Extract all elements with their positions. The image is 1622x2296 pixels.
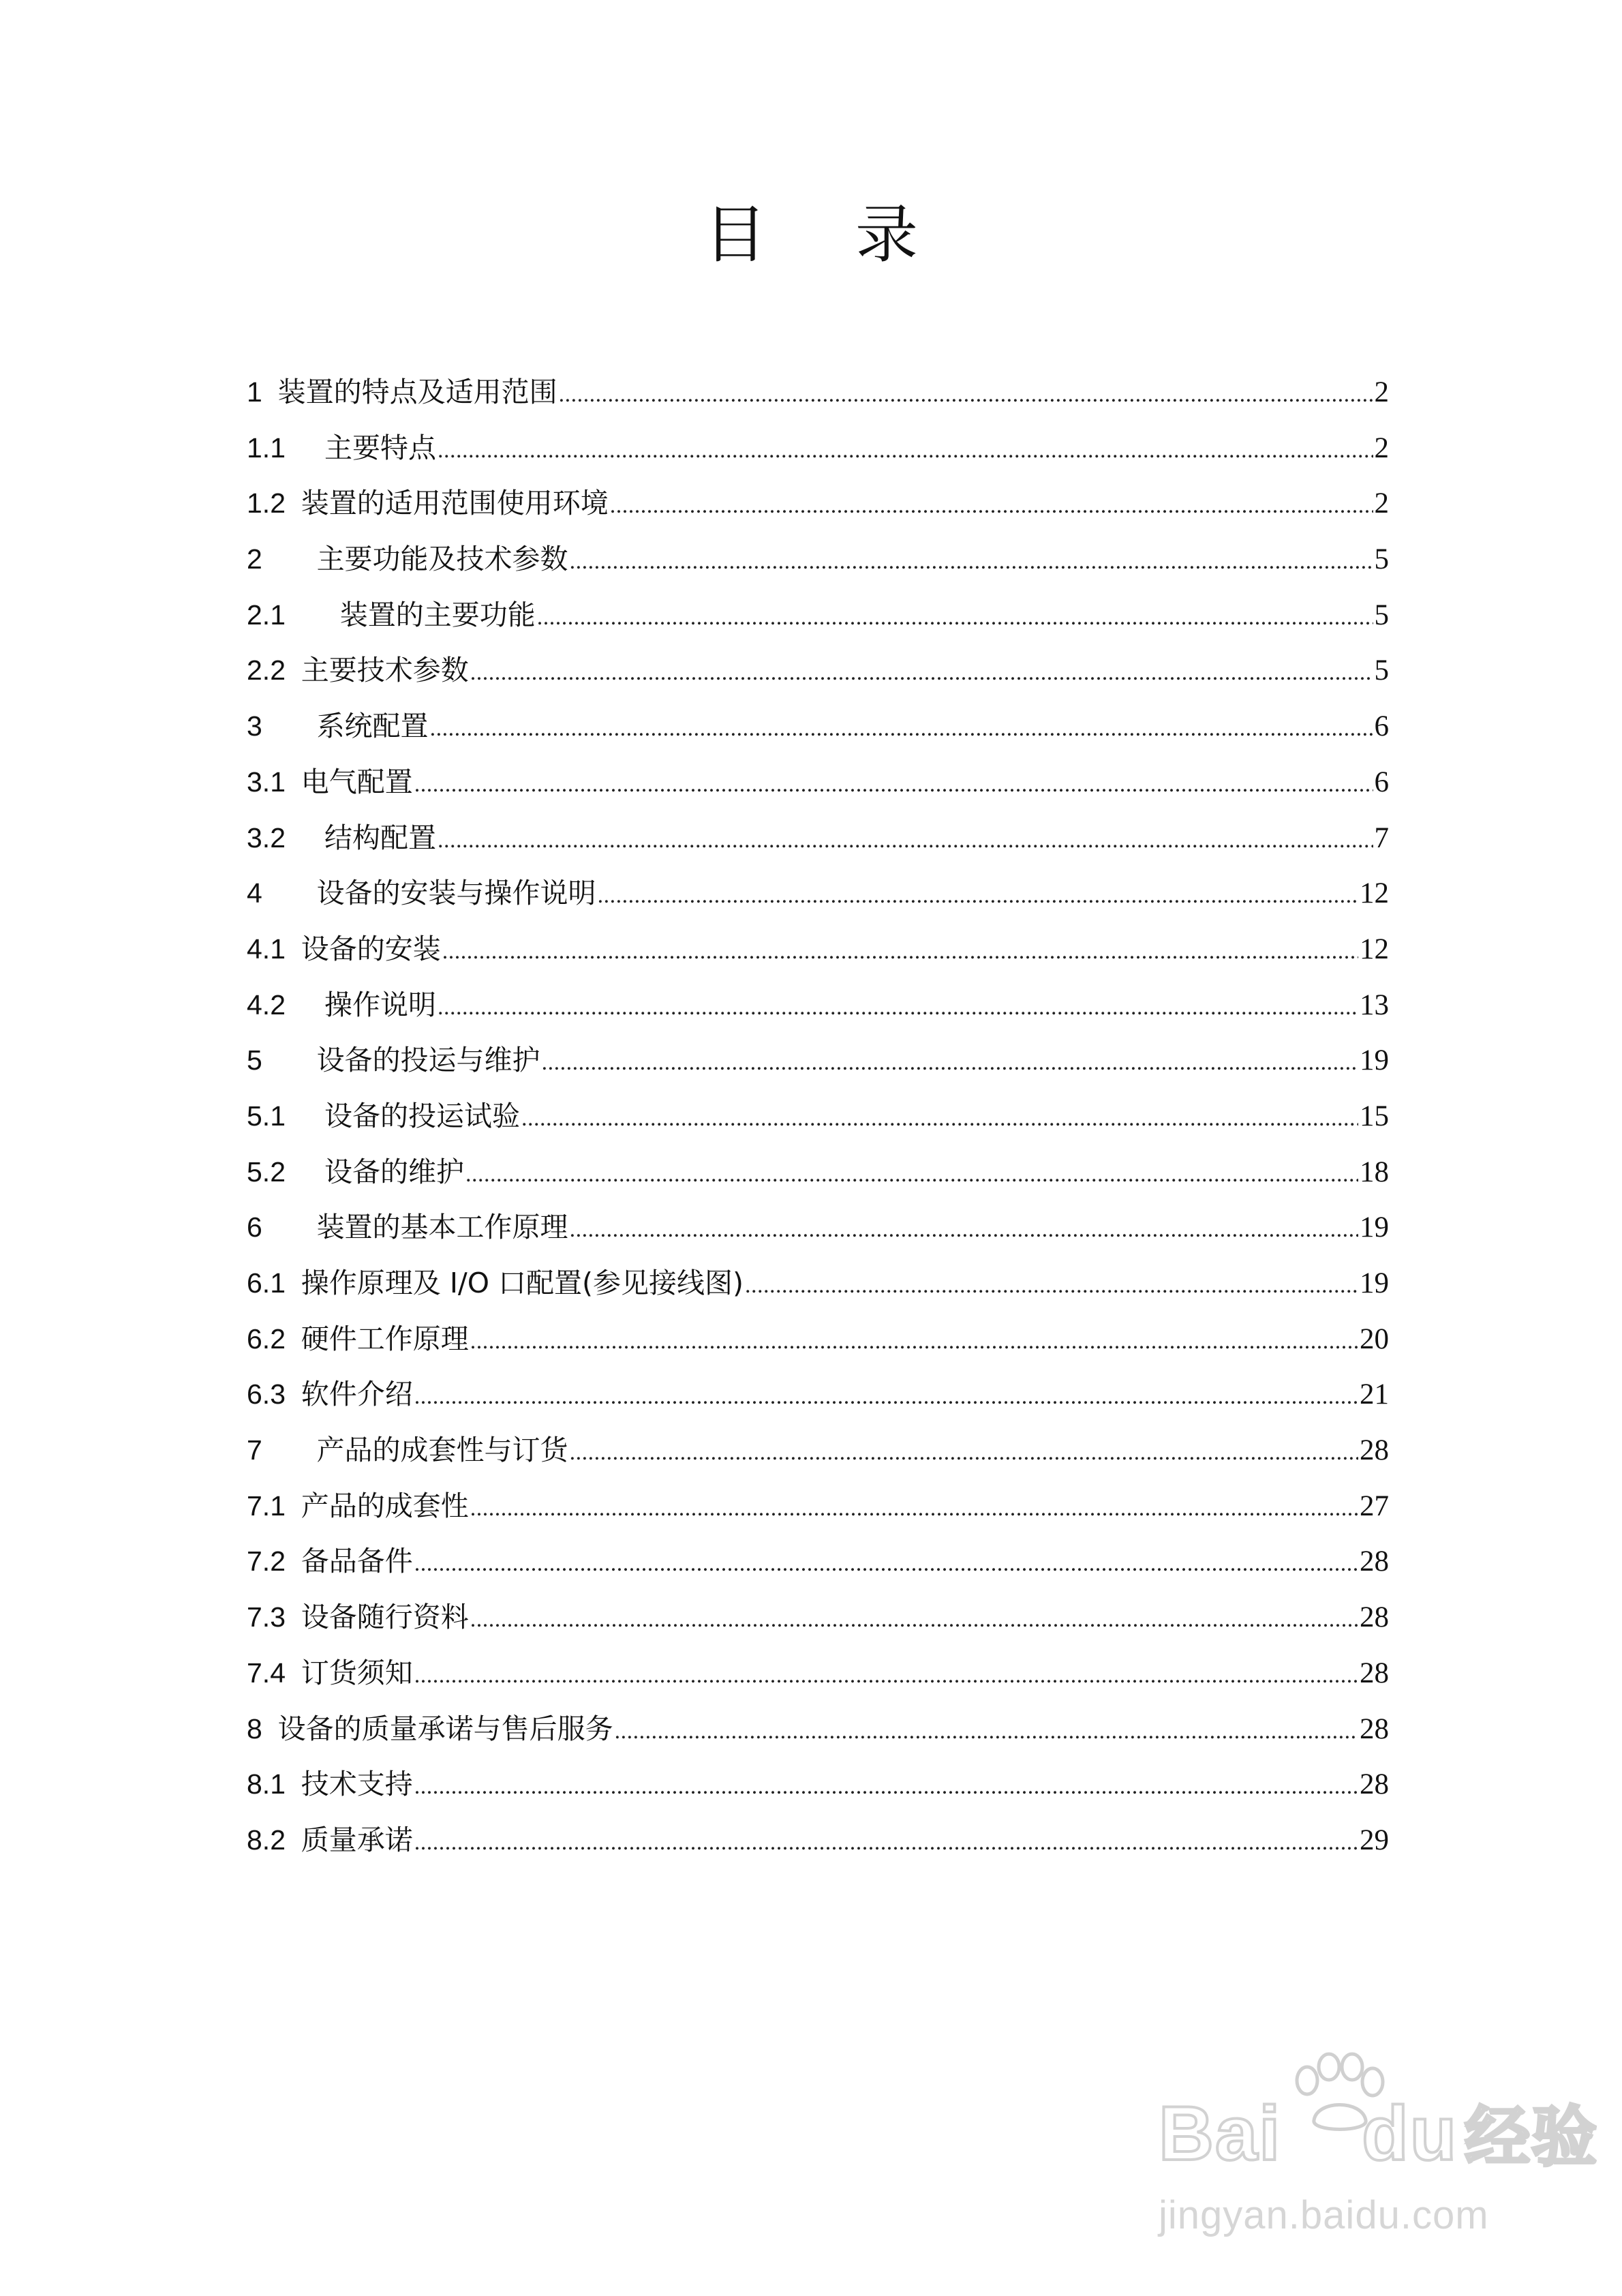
toc-entry-title: 设备的质量承诺与售后服务 [277,1712,613,1745]
toc-dot-leader [465,1147,1358,1203]
toc-entry-spacer [286,643,301,699]
toc-entry-title: 装置的基本工作原理 [316,1211,568,1244]
watermark-url: jingyan.baidu.com [1159,2193,1489,2237]
toc-entry-number: 8.2 [247,1824,286,1856]
toc-entry-title: 装置的特点及适用范围 [277,376,557,408]
toc-entry-page-number: 20 [1360,1323,1389,1355]
toc-entry[interactable] [247,866,1389,922]
baidu-jingyan-watermark [1159,2052,1599,2270]
toc-entry-spacer [262,1423,317,1479]
toc-entry-spacer [262,866,317,922]
toc-entry-spacer [286,1089,324,1145]
toc-entry[interactable] [247,476,1389,532]
toc-dot-leader [615,1704,1358,1759]
toc-entry-spacer [286,1757,301,1813]
toc-entry-spacer [262,532,317,588]
toc-dot-leader [570,1202,1358,1258]
toc-entry-spacer [286,978,324,1033]
toc-entry[interactable] [247,1089,1389,1145]
toc-entry-spacer [286,1590,301,1646]
toc-entry-title: 设备随行资料 [301,1601,469,1634]
toc-entry-title: 主要技术参数 [301,654,469,687]
toc-dot-leader [438,423,1373,479]
toc-entry-number: 7.2 [247,1545,286,1577]
toc-entry-number: 1 [247,376,262,408]
toc-entry-number: 7.1 [247,1490,286,1522]
toc-entry-page-number: 2 [1374,432,1389,464]
toc-entry[interactable] [247,1256,1389,1312]
toc-entry-page-number: 28 [1360,1545,1389,1578]
toc-entry-number: 6 [247,1211,262,1243]
toc-entry-spacer [286,1534,301,1590]
toc-dot-leader [414,1815,1358,1871]
toc-entry-number: 7.3 [247,1601,286,1633]
toc-entry[interactable] [247,1757,1389,1813]
toc-entry-title: 结构配置 [324,821,436,854]
toc-entry-page-number: 12 [1360,877,1389,910]
toc-dot-leader [470,1314,1358,1370]
toc-entry-spacer [286,1256,301,1312]
toc-entry[interactable] [247,532,1389,588]
toc-entry-page-number: 28 [1360,1601,1389,1634]
toc-entry-title: 软件介绍 [301,1378,413,1411]
toc-entry-title: 设备的维护 [324,1155,464,1188]
toc-entry-page-number: 15 [1360,1100,1389,1132]
toc-entry-title: 设备的投运与维护 [316,1044,540,1077]
toc-entry-spacer [262,365,278,421]
toc-dot-leader [521,1091,1358,1147]
toc-entry[interactable] [247,811,1389,866]
toc-entry[interactable] [247,1590,1389,1646]
toc-entry-page-number: 19 [1360,1044,1389,1077]
toc-entry[interactable] [247,643,1389,699]
toc-entry-title: 系统配置 [316,710,429,743]
toc-entry-page-number: 28 [1360,1434,1389,1467]
toc-dot-leader [414,1759,1358,1815]
toc-dot-leader [470,1592,1358,1648]
toc-entry[interactable] [247,1479,1389,1535]
toc-entry-number: 2.1 [247,599,286,631]
toc-entry[interactable] [247,699,1389,755]
toc-entry-number: 4.2 [247,988,286,1021]
toc-entry-spacer [286,1145,324,1200]
toc-dot-leader [470,645,1373,701]
toc-entry-page-number: 12 [1360,933,1389,965]
page-title-part2: 录 [855,198,919,271]
toc-entry-title: 订货须知 [301,1656,413,1689]
toc-entry-page-number: 13 [1360,988,1389,1021]
toc-entry-page-number: 27 [1360,1490,1389,1522]
toc-dot-leader [537,590,1373,646]
toc-entry[interactable] [247,1367,1389,1423]
toc-entry-spacer [262,1200,317,1256]
toc-dot-leader [414,1648,1358,1704]
toc-entry-spacer [286,922,301,978]
baidu-logo: Bai du 经验 [1159,2091,1599,2176]
toc-dot-leader [414,1536,1358,1592]
toc-entry-page-number: 19 [1360,1211,1389,1244]
toc-entry-title: 设备的安装与操作说明 [316,877,596,910]
toc-entry-number: 4.1 [247,933,286,965]
toc-entry-number: 6.1 [247,1267,286,1299]
toc-entry-spacer [286,1646,301,1702]
toc-entry-number: 5.2 [247,1155,286,1188]
toc-entry-page-number: 5 [1374,543,1389,576]
toc-entry-spacer [286,588,340,644]
toc-entry-spacer [286,1312,301,1368]
toc-dot-leader [430,701,1373,757]
toc-entry-title: 主要特点 [324,431,436,464]
toc-entry-number: 3.1 [247,766,286,798]
toc-entry-page-number: 28 [1360,1768,1389,1801]
toc-dot-leader [598,868,1358,924]
toc-entry-spacer [286,1813,301,1869]
toc-entry-page-number: 7 [1374,821,1389,854]
toc-dot-leader [570,534,1373,590]
toc-entry-page-number: 6 [1374,710,1389,743]
toc-entry-title: 装置的主要功能 [339,598,536,631]
toc-dot-leader [438,980,1358,1036]
toc-entry-title: 备品备件 [301,1545,413,1578]
toc-entry-number: 1.2 [247,487,286,519]
toc-entry-title: 技术支持 [301,1768,413,1801]
toc-entry-page-number: 18 [1360,1155,1389,1188]
toc-entry[interactable] [247,1312,1389,1368]
toc-entry-title: 电气配置 [301,765,413,798]
toc-entry-spacer [262,1033,317,1089]
toc-dot-leader [470,1481,1358,1537]
toc-entry-number: 3 [247,710,262,742]
toc-entry-spacer [286,1367,301,1423]
page-title [0,198,1622,273]
toc-entry[interactable] [247,1033,1389,1089]
toc-entry-number: 1.1 [247,432,286,464]
toc-dot-leader [559,367,1373,423]
toc-dot-leader [442,924,1358,980]
toc-entry-number: 7.4 [247,1657,286,1689]
toc-entry-number: 5.1 [247,1100,286,1132]
toc-entry-title: 质量承诺 [301,1823,413,1856]
toc-entry-spacer [286,476,301,532]
toc-entry[interactable] [247,1646,1389,1702]
toc-entry-title: 设备的投运试验 [324,1099,520,1132]
toc-dot-leader [414,1369,1358,1425]
toc-entry-title: 操作原理及 I/O 口配置(参见接线图) [301,1267,744,1299]
page-title-part1: 目 [703,198,767,271]
toc-entry-spacer [286,1479,301,1535]
toc-dot-leader [542,1035,1358,1091]
toc-entry-page-number: 19 [1360,1267,1389,1299]
table-of-contents [247,365,1389,1869]
toc-dot-leader [438,813,1373,868]
toc-entry-page-number: 6 [1374,766,1389,798]
toc-entry-number: 3.2 [247,821,286,854]
toc-entry-number: 8.1 [247,1768,286,1800]
toc-entry-title: 产品的成套性 [301,1489,469,1522]
toc-entry[interactable] [247,1200,1389,1256]
toc-entry-number: 6.2 [247,1323,286,1355]
toc-entry[interactable] [247,421,1389,477]
toc-entry-spacer [262,699,317,755]
toc-entry-page-number: 5 [1374,599,1389,631]
toc-entry-page-number: 21 [1360,1378,1389,1411]
toc-entry-spacer [286,811,324,866]
toc-entry-page-number: 28 [1360,1712,1389,1745]
toc-entry-title: 硬件工作原理 [301,1322,469,1355]
toc-entry[interactable] [247,1534,1389,1590]
toc-entry[interactable] [247,1423,1389,1479]
toc-entry[interactable] [247,978,1389,1033]
toc-entry[interactable] [247,1145,1389,1200]
toc-dot-leader [570,1425,1358,1481]
toc-entry-title: 主要功能及技术参数 [316,543,568,576]
toc-entry-number: 5 [247,1044,262,1076]
toc-entry-page-number: 29 [1360,1824,1389,1856]
toc-entry-number: 2.2 [247,654,286,686]
toc-entry[interactable] [247,588,1389,644]
toc-entry-number: 2 [247,543,262,575]
toc-entry-number: 8 [247,1712,262,1744]
toc-entry-page-number: 28 [1360,1657,1389,1689]
toc-entry-number: 4 [247,877,262,909]
toc-entry[interactable] [247,922,1389,978]
toc-entry-page-number: 2 [1374,376,1389,408]
toc-entry-spacer [262,1702,278,1757]
toc-entry-page-number: 5 [1374,654,1389,687]
toc-entry[interactable] [247,1813,1389,1869]
toc-entry[interactable] [247,1702,1389,1757]
toc-entry-title: 操作说明 [324,988,436,1021]
toc-entry-spacer [286,421,324,477]
toc-entry-number: 7 [247,1434,262,1466]
toc-dot-leader [610,478,1373,534]
toc-dot-leader [414,757,1373,813]
toc-entry[interactable] [247,365,1389,421]
toc-entry-title: 装置的适用范围使用环境 [301,487,609,520]
toc-entry-page-number: 2 [1374,487,1389,520]
toc-entry-spacer [286,755,301,811]
toc-entry-title: 产品的成套性与订货 [316,1434,568,1467]
toc-entry[interactable] [247,755,1389,811]
toc-entry-number: 6.3 [247,1378,286,1410]
toc-dot-leader [745,1258,1358,1314]
toc-entry-title: 设备的安装 [301,932,441,965]
